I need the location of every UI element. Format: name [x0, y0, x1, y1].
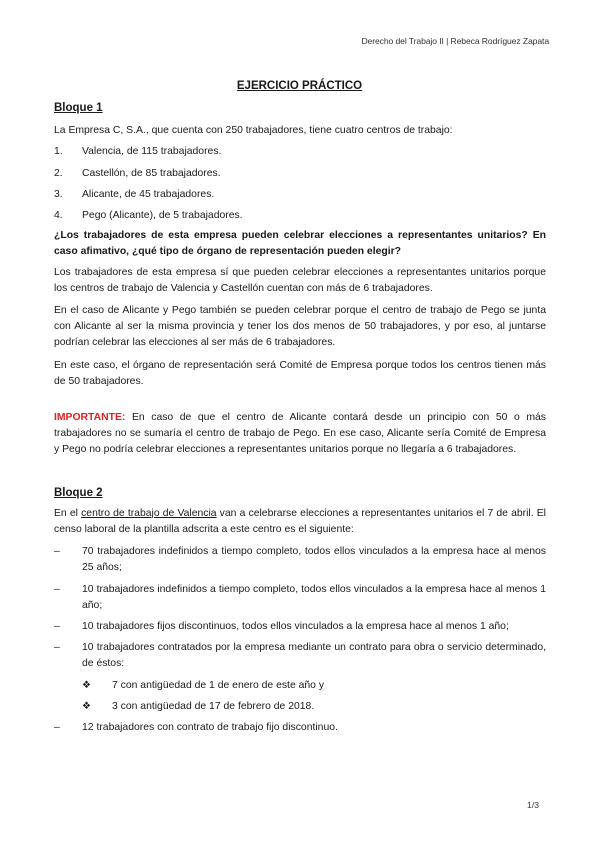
census-item — [54, 582, 546, 614]
census-item — [54, 640, 546, 672]
list-item — [54, 144, 546, 160]
bloque2-heading: Bloque 2 — [54, 486, 103, 499]
census-item — [54, 720, 546, 736]
list-text: Alicante, de 45 trabajadores. — [82, 188, 215, 200]
dash-bullet: – — [54, 722, 60, 734]
answer-paragraph-2: En el caso de Alicante y Pego también se pueden celebrar porque el centro de trabajo de Pego se junta con Alicante al ser la misma provincia y tener los dos menos de 50 trabajadores, y por eso, al juntarse podrían celebrar las elecciones al ser más de 6 trabajadores. — [54, 305, 546, 349]
page-header: Derecho del Trabajo II | Rebeca Rodríguez Zapata — [361, 36, 549, 46]
bloque1-heading: Bloque 1 — [54, 102, 103, 114]
list-text: Pego (Alicante), de 5 trabajadores. — [82, 210, 243, 222]
centro-valencia-underlined: centro de trabajo de Valencia — [81, 507, 217, 519]
document-body — [54, 100, 546, 736]
census-text: 70 trabajadores indefinidos a tiempo completo, todos ellos vinculados a la empresa hace al menos 25 años; — [82, 546, 546, 574]
list-number: 3. — [54, 188, 63, 200]
list-item — [54, 187, 546, 203]
list-item — [54, 166, 546, 182]
important-text: En caso de que el centro de Alicante contará desde un principio con 50 o más trabajadores no se sumaría el centro de trabajo de Pego. En ese caso, Alicante sería Comité de Empresa y Pego no podría celebrar elecciones a representantes unitarios porque no llegaría a 6 trabajadores. — [54, 412, 546, 456]
important-note — [54, 410, 546, 459]
list-number: 4. — [54, 210, 63, 222]
list-number: 2. — [54, 167, 63, 179]
dash-bullet: – — [54, 621, 60, 633]
census-item — [54, 544, 546, 576]
document-title: EJERCICIO PRÁCTICO — [236, 80, 363, 92]
list-item — [54, 208, 546, 224]
census-item — [54, 619, 546, 635]
page-number: 1/3 — [527, 800, 539, 810]
census-subitem — [82, 699, 546, 715]
question-text: ¿Los trabajadores de esta empresa pueden celebrar elecciones a representantes unitarios? En caso afimativo, ¿qué tipo de órgano de representación pueden elegir? — [54, 230, 546, 258]
dash-bullet: – — [54, 583, 60, 595]
diamond-bullet-icon: ❖ — [82, 679, 91, 691]
subitem-text: 7 con antigüedad de 1 de enero de este año y — [112, 679, 325, 691]
answer-paragraph-1: Los trabajadores de esta empresa sí que pueden celebrar elecciones a representantes unitarios porque los centros de trabajo de Valencia y Castellón cuentan con más de 6 trabajadores. — [54, 266, 546, 294]
subitem-text: 3 con antigüedad de 17 de febrero de 2018. — [112, 700, 315, 712]
answer-paragraph-3: En este caso, el órgano de representación será Comité de Empresa porque todos los centros tienen más de 50 trabajadores. — [54, 359, 546, 387]
important-label: IMPORTANTE: — [54, 412, 126, 424]
bloque1-intro: La Empresa C, S.A., que cuenta con 250 trabajadores, tiene cuatro centros de trabajo: — [54, 125, 453, 137]
census-text: 12 trabajadores con contrato de trabajo fijo discontinuo. — [82, 722, 338, 734]
census-text: 10 trabajadores contratados por la empresa mediante un contrato para obra o servicio determinado, de éstos: — [82, 642, 546, 670]
diamond-bullet-icon: ❖ — [82, 700, 91, 712]
list-text: Castellón, de 85 trabajadores. — [82, 167, 221, 179]
dash-bullet: – — [54, 546, 60, 558]
census-text: 10 trabajadores indefinidos a tiempo completo, todos ellos vinculados a la empresa hace al menos 1 año; — [82, 583, 546, 611]
list-number: 1. — [54, 146, 63, 158]
census-subitem — [82, 678, 546, 694]
census-text: 10 trabajadores fijos discontinuos, todos ellos vinculados a la empresa hace al menos 1 año; — [82, 621, 509, 633]
intro-prefix: En el — [54, 507, 82, 519]
bloque2-intro — [54, 506, 546, 538]
intro-suffix: van a celebrarse elecciones a representantes unitarios el 7 de abril. El censo laboral de la plantilla adscrita a este centro es el siguiente: — [54, 507, 546, 536]
list-text: Valencia, de 115 trabajadores. — [82, 146, 222, 158]
dash-bullet: – — [54, 642, 60, 654]
